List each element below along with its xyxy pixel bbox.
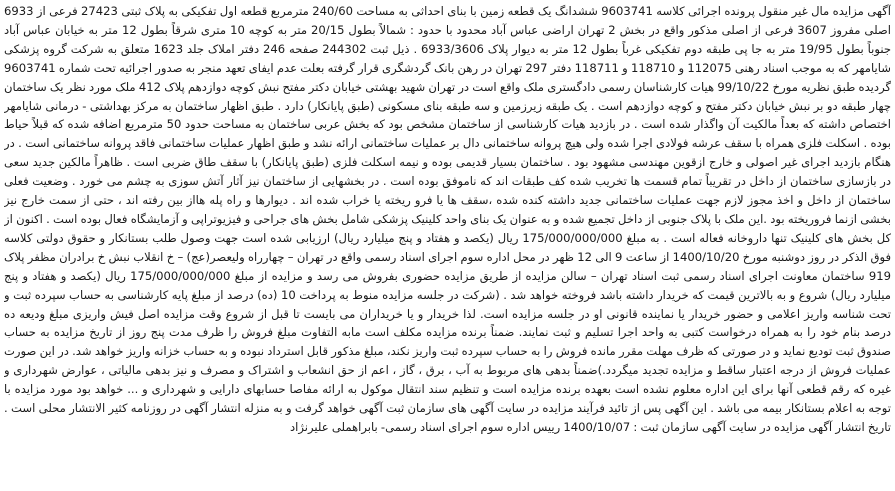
auction-notice-text: آگهی مزایده مال غیر منقول پرونده اجرائی کلاسه 9603741 ششدانگ یک قطعه زمین با بنای احداثی به مساحت 240/60 مترمربع قطعه اول تفکیکی به پلاک ثبتی 27423 فرعی از 6933 اصلی مفروز 3607 فرعی از اصلی مذکور واقع در بخش 2 تهران اراضی عباس آباد محدود با حدود : شمالاً بطول 20/15 متر به کوچه 10 متری شرقاً بطول 12 متر به خیابان عباس آباد جنوباً بطول 19/95 متر به جا پی طبقه دوم تفکیکی غرباً بطول 12 متر به دیوار پلاک 6933/3606 . ذیل ثبت 244302 صفحه 246 دفتر املاک جلد 1623 متعلق به شرکت گروه پزشکی شایامهر که به موجب اسناد رهنی 112075 و 118710 و 118711 دفتر 297 تهران در رهن بانک گردشگری قرار گرفته بعلت عدم ایفای تعهد منجر به صدور اجرائیه تحت شماره 9603741 گردیده طبق نظریه مورخ 99/10/22 هیات کارشناسان رسمی دادگستری ملک واقع است در تهران شهید بهشتی خیابان دکتر مفتح نبش کوچه دوازدهم پلاک 412 ملک مورد نظر یک ساختمان چهار طبقه دو بر نبش خیابان دکتر مفتح و کوچه دوازدهم است . یک طبقه زیرزمین و سه طبقه بنای مسکونی (طبق پایانکار) دارد . طبق اظهار ساختمان به مرکز بهداشتی - درمانی شایامهر اختصاص داشته که بعداً مالکیت آن واگذار شده است . در بازدید هیات کارشناسی از ساختمان مشخص بود که بخش عربی ساختمان به مساحت حدود 50 مترمربع اضافه شده که قبلاً حیاط بوده . اسکلت فلزی همراه با سقف عرشه فولادی اجرا شده ولی هیچ پروانه ساختمانی دال بر عملیات ساختمانی ارائه نشد و طبق اظهار عملیات ساختمانی فاقد پروانه ساختمانی است . در هنگام بازدید اجرای غیر اصولی و خارج ازقوین مهندسی مشهود بود . ساختمان بسیار قدیمی بوده و نیمه اسکلت فلزی (طبق پایانکار) با سقف طاق ضربی است . ظاهراً مالکین جدید سعی در بازسازی ساختمان از داخل در تقریباً تمام قسمت ها تخریب شده کف طبقات اند که ناموفق بوده است . در بخشهایی از ساختمان نیز آثار آتش سوزی به چشم می خورد . وضعیت فعلی ساختمان از داخل و اخذ مجوز لازم جهت عملیات ساختمانی جدید داشته کنده شده ،سقف ها یا فرو ریخته یا خراب شده اند . دیوارها و راه پله هااز بین رفته اند ، حتی از سمت خارج نیز بخشی ازنما فروریخته بود .این ملک با پلاک جنوبی از داخل تجمیع شده و به عنوان یک بنای واحد کلینیک پزشکی شامل بخش های جراحی و فیزیوتراپی و آزمایشگاه فعال بوده است . اکنون از کل بخش های کلینیک تنها داروخانه فعاله است . به مبلغ 175/000/000/000 ریال (یکصد و هفتاد و پنج میلیارد ریال) ارزیابی شده است جهت وصول طلب بستانکار و حقوق دولتی کلاسه فوق الذکر در روز دوشنبه مورخ 1400/10/20 از ساعت 9 الی 12 ظهر در محل اداره سوم اجرای اسناد رسمی واقع در تهران – چهارراه ولیعصر(عج) – خ انقلاب نبش خ برادران مظفر پلاک 919 ساختمان معاونت اجرای اسناد رسمی ثبت اسناد تهران – سالن مزایده از طریق مزایده حضوری بفروش می رسد و مزایده از مبلغ 175/000/000/000 ریال (یکصد و هفتاد و پنج میلیارد ریال) شروع و به بالاترین قیمت که خریدار داشته باشد فروخته خواهد شد . (شرکت در جلسه مزایده منوط به پرداخت 10 (ده) درصد از مبلغ پایه کارشناسی به حساب سپرده ثبت و تحت شناسه واریز اعلامی و حضور خریدار یا نماینده قانونی او در جلسه مزایده است. لذا خریدار و یا خریداران می بایست تا قبل از شروع وقت مزایده اصل فیش واریزی مبلغ ودیعه ده درصد بنام خود را به همراه درخواست کتبی به واحد اجرا تسلیم و ثبت نمایند. ضمناً برنده مزایده مکلف است مابه التفاوت مبلغ فروش را ظرف مدت پنج روز از تاریخ مزایده به حساب صندوق ثبت تودیع نماید و در صورتی که ظرف مهلت مقرر مانده فروش را به حساب سپرده ثبت واریز نکند، مبلغ مذکور قابل استرداد نبوده و به حساب خزانه واریز خواهد شد. در این صورت عملیات فروش از درجه اعتبار ساقط و مزایده تجدید میگردد.)ضمناً بدهی های مربوط به آب ، برق ، گاز ، اعم از حق انشعاب و اشتراک و مصرف و نیز بدهی مالیاتی ، عوارض شهرداری و غیره که رقم قطعی آنها برای این اداره معلوم نشده است بعهده برنده مزایده است و تنظیم سند انتقال موکول به ارائه مفاصا حسابهای دارایی و شهرداری و ... خواهد بود مورد مزایده با توجه به اعلام بستانکار بیمه می باشد . این آگهی پس از تائید فرآیند مزایده در سایت آگهی های سازمان ثبت آگهی خواهد گرفت و به منزله انتشار آگهی در روزنامه کثیر الانتشار محلی است . تاریخ انتشار آگهی مزایده در سایت آگهی سازمان ثبت : 1400/10/07 رییس اداره سوم اجرای اسناد رسمی- بابراهملی علیرنژاد bbox=[4, 4, 891, 434]
